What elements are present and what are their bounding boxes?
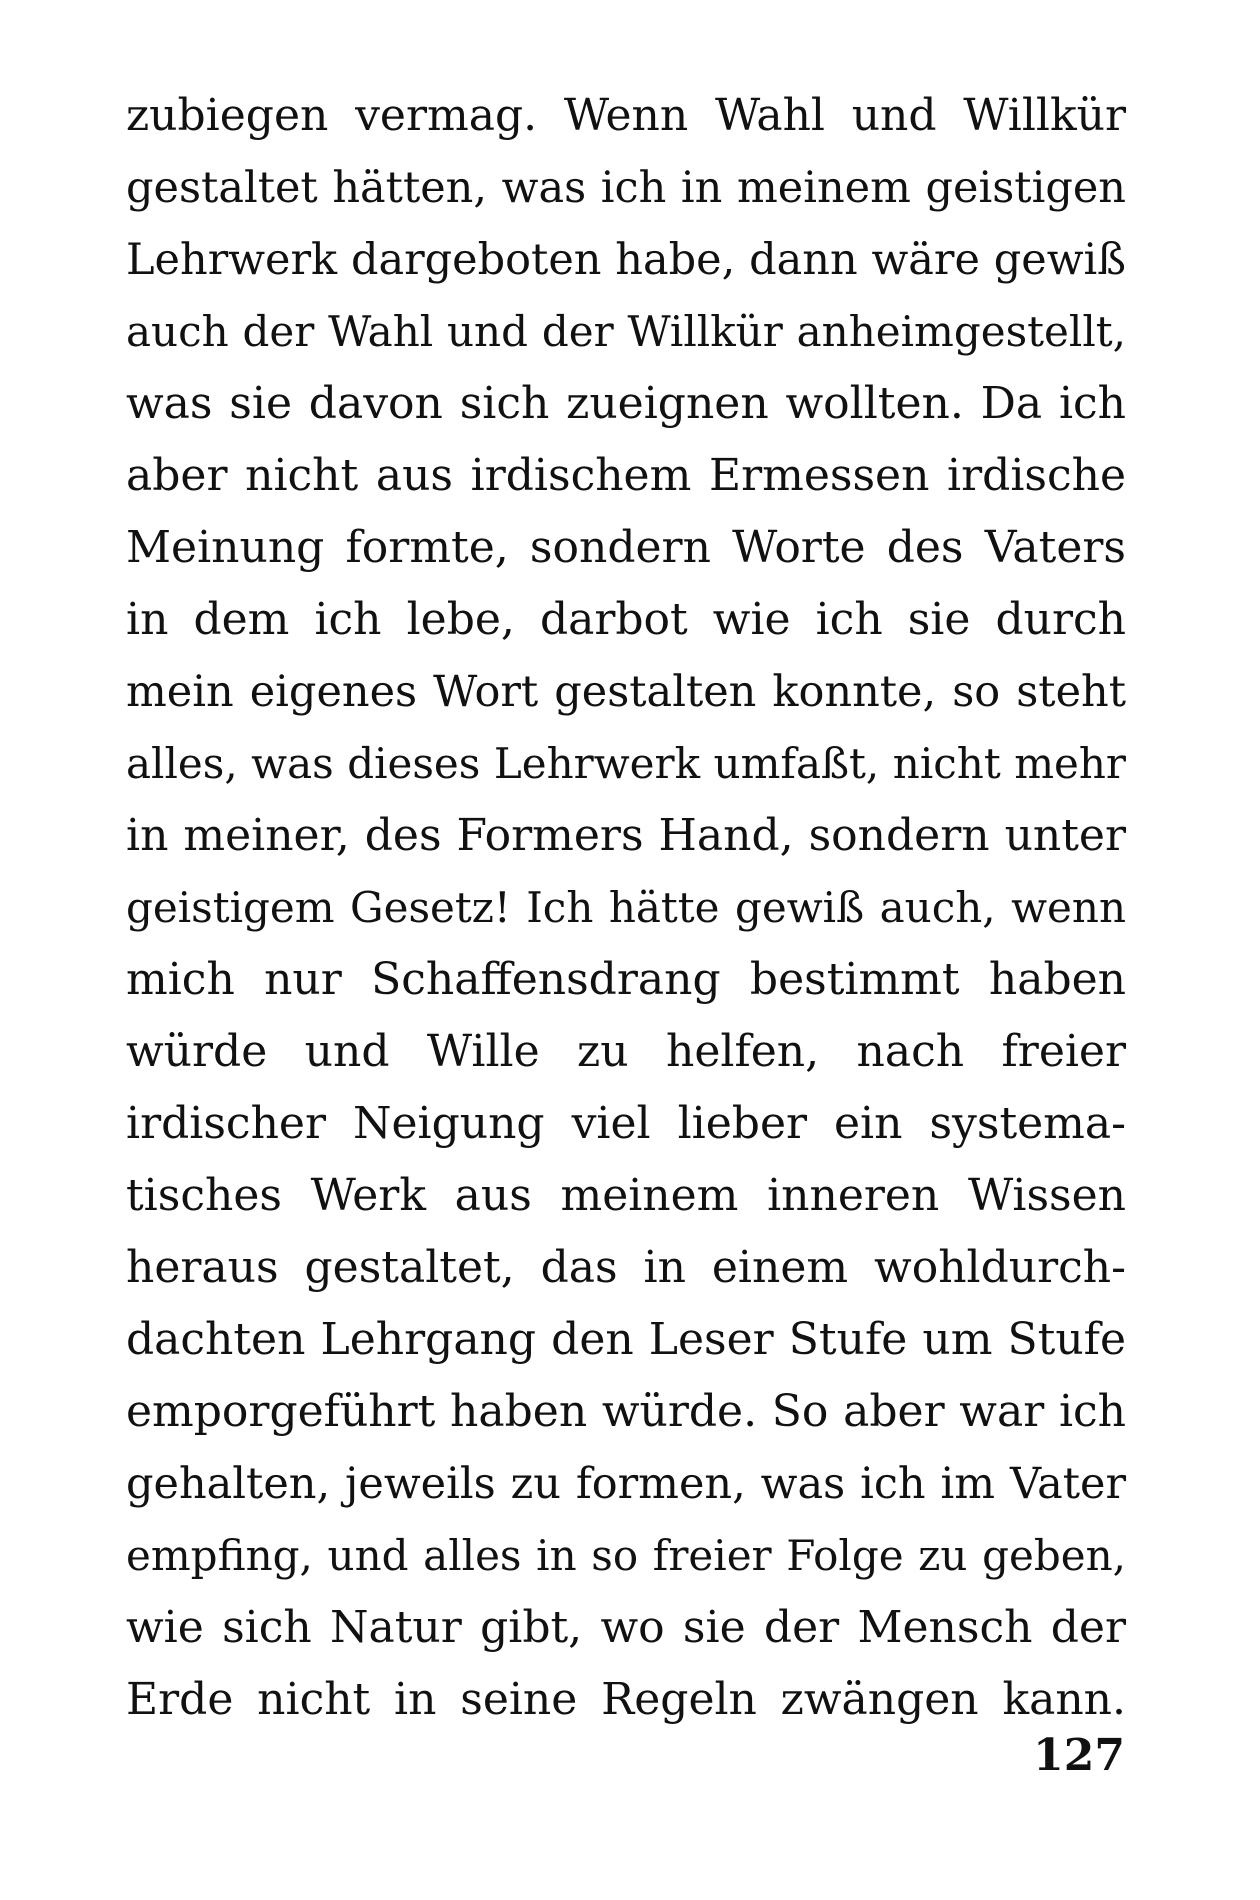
text-line: was sie davon sich zueignen wollten. Da ich: [126, 378, 1126, 429]
text-line: alles, was dieses Lehrwerk umfaßt, nicht mehr: [126, 739, 1126, 788]
text-line: tisches Werk aus meinem inneren Wissen: [126, 1170, 1126, 1221]
text-line: in dem ich lebe, darbot wie ich sie durch: [126, 594, 1126, 645]
text-line: Erde nicht in seine Regeln zwängen kann.: [126, 1674, 1126, 1725]
text-line: empfing, und alles in so freier Folge zu geben,: [126, 1531, 1126, 1580]
text-line: würde und Wille zu helfen, nach freier: [126, 1026, 1126, 1077]
text-line: mich nur Schaffensdrang bestimmt haben: [126, 954, 1126, 1005]
text-line: irdischer Neigung viel lieber ein systema-: [126, 1098, 1126, 1149]
text-line: mein eigenes Wort gestalten konnte, so steht: [126, 667, 1126, 717]
text-line: wie sich Natur gibt, wo sie der Mensch der: [126, 1602, 1126, 1653]
text-line: heraus gestaltet, das in einem wohldurch-: [126, 1242, 1126, 1293]
text-line: auch der Wahl und der Willkür anheimgestellt,: [126, 307, 1126, 356]
text-line: geistigem Gesetz! Ich hätte gewiß auch, wenn: [126, 883, 1126, 932]
body-text: [126, 80, 1126, 1736]
text-line: gestaltet hätten, was ich in meinem geistigen: [126, 163, 1126, 213]
text-line: Lehrwerk dargeboten habe, dann wäre gewiß: [126, 235, 1126, 285]
text-line: aber nicht aus irdischem Ermessen irdische: [126, 450, 1126, 501]
text-line: emporgeführt haben würde. So aber war ich: [126, 1386, 1126, 1437]
text-line: Meinung formte, sondern Worte des Vaters: [126, 522, 1126, 573]
text-line: zubiegen vermag. Wenn Wahl und Willkür: [126, 90, 1126, 141]
text-line: in meiner, des Formers Hand, sondern unter: [126, 810, 1126, 861]
text-line: gehalten, jeweils zu formen, was ich im Vater: [126, 1459, 1126, 1509]
text-line: dachten Lehrgang den Leser Stufe um Stufe: [126, 1314, 1126, 1365]
page-number: 127: [1033, 1730, 1125, 1781]
